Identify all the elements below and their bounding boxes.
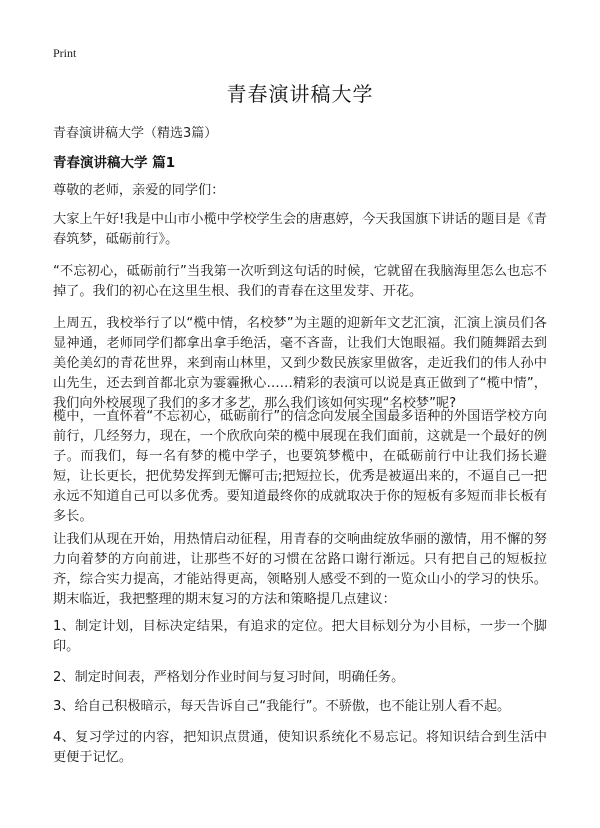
list-item: 3、给自己积极暗示，每天告诉自己“我能行”。不骄傲，也不能让别人看不起。: [53, 699, 511, 714]
document-subtitle: 青春演讲稿大学（精选3篇）: [53, 126, 218, 141]
section-heading: 青春演讲稿大学 篇1: [53, 155, 176, 171]
body-paragraph: 上周五，我校举行了以“榄中情，名校梦”为主题的迎新年文艺汇演，汇演上演员们各显神通，老师同学们都拿出拿手绝活，毫不吝啬，让我们大饱眼福。我们随舞蹈去到美伦美幻的青花世界，来到南山林里，又到少数民族家里做客，走近我们的伟人孙中山先生，还去到首都北京为霎霾揪心……精彩的表演可以说是真正做到了“榄中情”，我们向外校展现了我们的多才多艺，那么我们该如何实现“名校梦”呢?: [53, 316, 547, 411]
body-paragraph: 榄中，一直怀着“不忘初心，砥砺前行”的信念向发展全国最多语种的外国语学校方向前行，几经努力，现在，一个欣欣向荣的榄中展现在我们面前，这就是一个最好的例子。而我们，每一名有梦的榄中学子，也要筑梦榄中，在砥砺前行中让我们扬长避短，让长更长，把优势发挥到无懈可击;把短拉长，优秀是被逼出来的，不逼自己一把永远不知道自己可以多优秀。要知道最终你的成就取决于你的短板有多短而非长板有多长。: [53, 409, 547, 524]
body-paragraph: 让我们从现在开始，用热情启动征程，用青春的交响曲绽放华丽的激情，用不懈的努力向着梦的方向前进，让那些不好的习惯在岔路口谢行渐远。只有把自己的短板拉齐，综合实力提高，才能站得更高，领略别人感受不到的一览众山小的学习的快乐。期末临近，我把整理的期末复习的方法和策略提几点建议：: [53, 532, 547, 607]
body-paragraph: “不忘初心，砥砺前行”当我第一次听到这句话的时候，它就留在我脑海里怎么也忘不掉了。我们的初心在这里生根、我们的青春在这里发芽、开花。: [53, 264, 547, 299]
page-title: 青春演讲稿大学: [226, 82, 374, 106]
print-label: Print: [53, 46, 77, 60]
list-item: 4、复习学过的内容，把知识点贯通，使知识系统化不易忘记。将知识结合到生活中更便于记忆。: [53, 730, 547, 765]
list-item: 2、制定时间表，严格划分作业时间与复习时间，明确任务。: [53, 670, 405, 685]
greeting-paragraph: 尊敬的老师，亲爱的同学们：: [53, 183, 225, 198]
body-paragraph: 大家上午好!我是中山市小榄中学校学生会的唐惠婷，今天我国旗下讲话的题目是《青春筑梦，砥砺前行》。: [53, 212, 547, 247]
list-item: 1、制定计划，目标决定结果，有追求的定位。把大目标划分为小目标，一步一个脚印。: [53, 619, 547, 654]
